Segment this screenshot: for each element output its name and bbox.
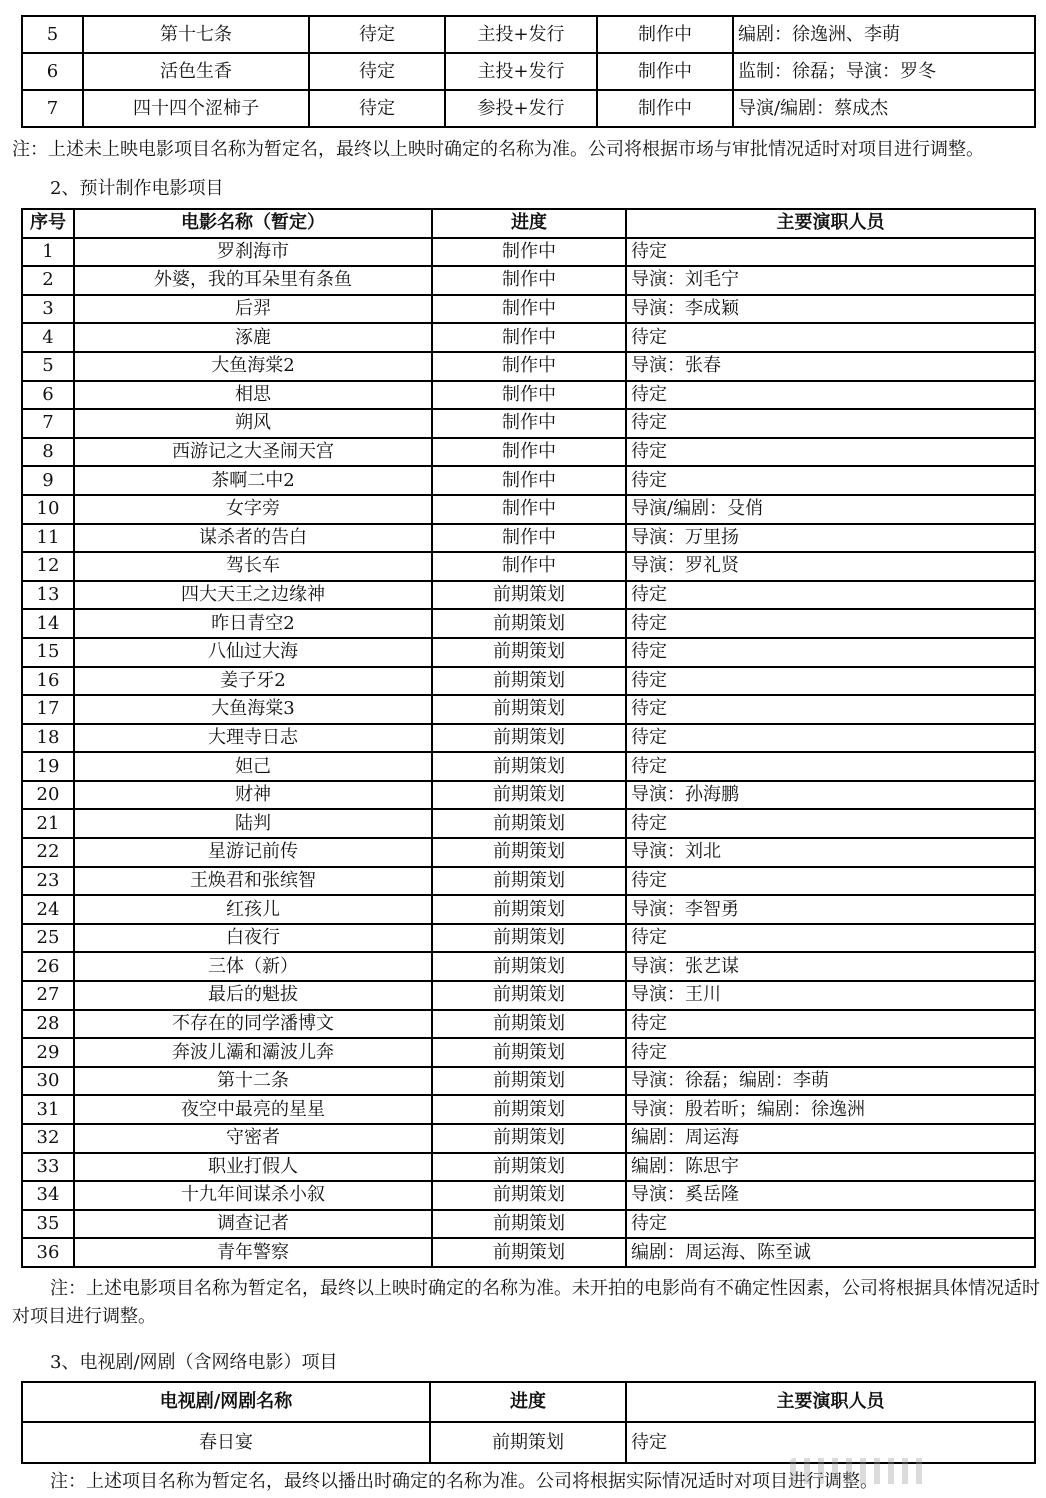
table-cell: 12 (22, 552, 74, 581)
table-cell: 编剧：周运海、陈至诚 (626, 1238, 1035, 1267)
table-row (22, 409, 1035, 438)
table-cell: 20 (22, 781, 74, 810)
table-cell: 待定 (309, 90, 445, 127)
table-cell: 导演：王川 (626, 981, 1035, 1010)
table-row (22, 1153, 1035, 1182)
table-row (22, 90, 1035, 127)
table-cell: 19 (22, 752, 74, 781)
table-row (22, 667, 1035, 696)
table-cell: 11 (22, 524, 74, 553)
table-cell: 谋杀者的告白 (74, 524, 432, 553)
table-cell: 前期策划 (432, 981, 626, 1010)
table-cell: 制作中 (597, 90, 733, 127)
film-projects-table-continued (21, 15, 1036, 128)
table-cell: 制作中 (432, 266, 626, 295)
table-cell: 4 (22, 323, 74, 352)
table-cell: 待定 (626, 667, 1035, 696)
table-row (22, 1067, 1035, 1096)
table-cell: 待定 (626, 323, 1035, 352)
table-cell: 罗刹海市 (74, 238, 432, 267)
planned-films-table (21, 208, 1036, 1268)
table-row (22, 1422, 1035, 1463)
table-cell: 待定 (309, 16, 445, 53)
table-cell: 制作中 (432, 409, 626, 438)
table-cell: 导演：孙海鹏 (626, 781, 1035, 810)
table-cell: 34 (22, 1181, 74, 1210)
table-cell: 待定 (626, 409, 1035, 438)
table-cell: 33 (22, 1153, 74, 1182)
table-cell: 前期策划 (432, 1095, 626, 1124)
table-cell: 制作中 (432, 323, 626, 352)
table-row (22, 981, 1035, 1010)
table-cell: 编剧：徐逸洲、李萌 (733, 16, 1035, 53)
table-cell: 相思 (74, 381, 432, 410)
section-title-tv-series: 3、电视剧/网剧（含网络电影）项目 (50, 1352, 338, 1373)
table-cell: 待定 (626, 581, 1035, 610)
table-cell: 调查记者 (74, 1210, 432, 1239)
table-row (22, 1095, 1035, 1124)
table-cell: 导演：罗礼贤 (626, 552, 1035, 581)
table-cell: 前期策划 (432, 809, 626, 838)
table-row (22, 809, 1035, 838)
table-cell: 待定 (626, 924, 1035, 953)
table-cell: 导演：张艺谋 (626, 952, 1035, 981)
table-cell: 主投+发行 (445, 16, 597, 53)
table-cell: 涿鹿 (74, 323, 432, 352)
table-cell: 前期策划 (432, 581, 626, 610)
table-cell: 1 (22, 238, 74, 267)
table-cell: 前期策划 (432, 609, 626, 638)
table-cell: 26 (22, 952, 74, 981)
table-cell: 茶啊二中2 (74, 466, 432, 495)
table-cell: 32 (22, 1124, 74, 1153)
table-cell: 待定 (626, 609, 1035, 638)
table-row (22, 838, 1035, 867)
table-cell: 前期策划 (432, 867, 626, 896)
table-cell: 编剧：周运海 (626, 1124, 1035, 1153)
table-cell: 待定 (626, 638, 1035, 667)
table-row (22, 1038, 1035, 1067)
table-cell: 2 (22, 266, 74, 295)
col-header-cast-crew: 主要演职人员 (626, 1382, 1035, 1422)
table-cell: 夜空中最亮的星星 (74, 1095, 432, 1124)
table-cell: 导演：殷若昕；编剧：徐逸洲 (626, 1095, 1035, 1124)
table-row (22, 924, 1035, 953)
table-cell: 21 (22, 809, 74, 838)
table-row (22, 1238, 1035, 1267)
table-cell: 西游记之大圣闹天宫 (74, 438, 432, 467)
table-cell: 王焕君和张缤智 (74, 867, 432, 896)
table-cell: 前期策划 (432, 952, 626, 981)
col-header-progress: 进度 (430, 1382, 626, 1422)
table-cell: 制作中 (432, 238, 626, 267)
table-cell: 制作中 (432, 352, 626, 381)
table-cell: 23 (22, 867, 74, 896)
table-cell: 守密者 (74, 1124, 432, 1153)
table-cell: 昨日青空2 (74, 609, 432, 638)
table-row (22, 524, 1035, 553)
table-cell: 后羿 (74, 295, 432, 324)
table-cell: 35 (22, 1210, 74, 1239)
table-cell: 29 (22, 1038, 74, 1067)
table-row (22, 352, 1035, 381)
table-cell: 导演/编剧：蔡成杰 (733, 90, 1035, 127)
watermark-logo (790, 1458, 930, 1484)
table-cell: 编剧：陈思宇 (626, 1153, 1035, 1182)
table-cell: 待定 (626, 752, 1035, 781)
table-cell: 驾长车 (74, 552, 432, 581)
table-row (22, 781, 1035, 810)
table-cell: 待定 (626, 867, 1035, 896)
table-cell: 职业打假人 (74, 1153, 432, 1182)
table-cell: 待定 (309, 53, 445, 90)
table-cell: 28 (22, 1010, 74, 1039)
table-cell: 待定 (626, 1010, 1035, 1039)
table-cell: 制作中 (432, 381, 626, 410)
table-cell: 25 (22, 924, 74, 953)
table-cell: 第十二条 (74, 1067, 432, 1096)
note-tv-series: 注：上述项目名称为暂定名，最终以播出时确定的名称为准。公司将根据实际情况适时对项目进行调整。 (50, 1471, 878, 1492)
table-cell: 制作中 (432, 524, 626, 553)
table-cell: 待定 (626, 724, 1035, 753)
table-cell: 导演：刘毛宁 (626, 266, 1035, 295)
table-cell: 18 (22, 724, 74, 753)
col-header-series-name: 电视剧/网剧名称 (22, 1382, 430, 1422)
table-row (22, 1181, 1035, 1210)
table-cell: 奔波儿灞和灞波儿奔 (74, 1038, 432, 1067)
table-row (22, 867, 1035, 896)
table-cell: 导演/编剧：殳俏 (626, 495, 1035, 524)
table-cell: 外婆，我的耳朵里有条鱼 (74, 266, 432, 295)
table-cell: 前期策划 (432, 838, 626, 867)
table-row (22, 695, 1035, 724)
table-cell: 27 (22, 981, 74, 1010)
table-cell: 监制：徐磊；导演：罗冬 (733, 53, 1035, 90)
table-cell: 导演：徐磊；编剧：李萌 (626, 1067, 1035, 1096)
table-cell: 前期策划 (432, 781, 626, 810)
table-cell: 5 (22, 16, 83, 53)
table-cell: 前期策划 (430, 1422, 626, 1463)
table-cell: 白夜行 (74, 924, 432, 953)
table-cell: 春日宴 (22, 1422, 430, 1463)
table-cell: 制作中 (597, 16, 733, 53)
table-cell: 36 (22, 1238, 74, 1267)
table-row (22, 895, 1035, 924)
table-cell: 导演：刘北 (626, 838, 1035, 867)
note-planned-films: 注：上述电影项目名称为暂定名，最终以上映时确定的名称为准。未开拍的电影尚有不确定性因素，公司将根据具体情况适时对项目进行调整。 (12, 1278, 1040, 1327)
section-title-planned-films: 2、预计制作电影项目 (50, 178, 224, 199)
col-header-film-name: 电影名称（暂定） (74, 209, 432, 238)
table-cell: 9 (22, 466, 74, 495)
table-cell: 制作中 (597, 53, 733, 90)
table-cell: 主投+发行 (445, 53, 597, 90)
table-cell: 导演：李智勇 (626, 895, 1035, 924)
table-cell: 7 (22, 409, 74, 438)
table-cell: 前期策划 (432, 1238, 626, 1267)
table-cell: 前期策划 (432, 1153, 626, 1182)
table-cell: 第十七条 (83, 16, 309, 53)
table-cell: 待定 (626, 1210, 1035, 1239)
col-header-index: 序号 (22, 209, 74, 238)
table-row (22, 295, 1035, 324)
table-row (22, 16, 1035, 53)
table-cell: 24 (22, 895, 74, 924)
table-row (22, 495, 1035, 524)
table-cell: 三体（新） (74, 952, 432, 981)
table-row (22, 609, 1035, 638)
table-cell: 四十四个涩柿子 (83, 90, 309, 127)
table-cell: 待定 (626, 466, 1035, 495)
table-cell: 八仙过大海 (74, 638, 432, 667)
table-cell: 14 (22, 609, 74, 638)
table-cell: 最后的魁拔 (74, 981, 432, 1010)
table-cell: 女字旁 (74, 495, 432, 524)
col-header-progress: 进度 (432, 209, 626, 238)
table-cell: 制作中 (432, 295, 626, 324)
table-cell: 8 (22, 438, 74, 467)
table-row (22, 266, 1035, 295)
table-row (22, 323, 1035, 352)
table-cell: 待定 (626, 1038, 1035, 1067)
table-cell: 待定 (626, 1422, 1035, 1463)
table-cell: 6 (22, 53, 83, 90)
table-cell: 青年警察 (74, 1238, 432, 1267)
table-cell: 前期策划 (432, 1124, 626, 1153)
table-cell: 待定 (626, 695, 1035, 724)
table-cell: 13 (22, 581, 74, 610)
table-cell: 制作中 (432, 495, 626, 524)
table-cell: 待定 (626, 381, 1035, 410)
table-cell: 妲己 (74, 752, 432, 781)
table-cell: 前期策划 (432, 1067, 626, 1096)
table-cell: 朔风 (74, 409, 432, 438)
table-cell: 陆判 (74, 809, 432, 838)
table-cell: 导演：奚岳隆 (626, 1181, 1035, 1210)
table-row (22, 552, 1035, 581)
table-cell: 大鱼海棠3 (74, 695, 432, 724)
table-row (22, 1210, 1035, 1239)
table-cell: 15 (22, 638, 74, 667)
table-cell: 10 (22, 495, 74, 524)
table-cell: 活色生香 (83, 53, 309, 90)
table-cell: 前期策划 (432, 1038, 626, 1067)
table-row (22, 752, 1035, 781)
table-row (22, 466, 1035, 495)
table-cell: 30 (22, 1067, 74, 1096)
table-row (22, 1010, 1035, 1039)
table-cell: 不存在的同学潘博文 (74, 1010, 432, 1039)
table-cell: 导演：万里扬 (626, 524, 1035, 553)
table-cell: 前期策划 (432, 1210, 626, 1239)
table-cell: 前期策划 (432, 667, 626, 696)
table-cell: 待定 (626, 238, 1035, 267)
table-row (22, 238, 1035, 267)
table-row (22, 952, 1035, 981)
table-cell: 前期策划 (432, 695, 626, 724)
table-header-row (22, 1382, 1035, 1422)
table-cell: 星游记前传 (74, 838, 432, 867)
table-cell: 16 (22, 667, 74, 696)
table-cell: 导演：张春 (626, 352, 1035, 381)
table-row (22, 1124, 1035, 1153)
table-cell: 前期策划 (432, 638, 626, 667)
table-cell: 前期策划 (432, 724, 626, 753)
table-cell: 前期策划 (432, 895, 626, 924)
table-cell: 3 (22, 295, 74, 324)
table-row (22, 581, 1035, 610)
table-cell: 7 (22, 90, 83, 127)
note-unreleased-films: 注：上述未上映电影项目名称为暂定名，最终以上映时确定的名称为准。公司将根据市场与审批情况适时对项目进行调整。 (12, 139, 984, 160)
table-cell: 22 (22, 838, 74, 867)
table-cell: 前期策划 (432, 1181, 626, 1210)
table-cell: 参投+发行 (445, 90, 597, 127)
table-cell: 姜子牙2 (74, 667, 432, 696)
table-cell: 前期策划 (432, 1010, 626, 1039)
table-cell: 大鱼海棠2 (74, 352, 432, 381)
table-cell: 制作中 (432, 438, 626, 467)
table-cell: 31 (22, 1095, 74, 1124)
table-cell: 四大天王之边缘神 (74, 581, 432, 610)
table-cell: 十九年间谋杀小叙 (74, 1181, 432, 1210)
table-row (22, 638, 1035, 667)
table-cell: 待定 (626, 438, 1035, 467)
table-row (22, 381, 1035, 410)
table-cell: 待定 (626, 809, 1035, 838)
table-cell: 前期策划 (432, 752, 626, 781)
table-header-row (22, 209, 1035, 238)
col-header-cast-crew: 主要演职人员 (626, 209, 1035, 238)
table-row (22, 724, 1035, 753)
table-row (22, 53, 1035, 90)
table-cell: 17 (22, 695, 74, 724)
table-cell: 导演：李成颖 (626, 295, 1035, 324)
tv-series-table (21, 1381, 1036, 1464)
table-cell: 大理寺日志 (74, 724, 432, 753)
table-cell: 制作中 (432, 466, 626, 495)
table-cell: 5 (22, 352, 74, 381)
table-cell: 财神 (74, 781, 432, 810)
table-cell: 红孩儿 (74, 895, 432, 924)
table-cell: 6 (22, 381, 74, 410)
table-row (22, 438, 1035, 467)
table-cell: 制作中 (432, 552, 626, 581)
table-cell: 前期策划 (432, 924, 626, 953)
